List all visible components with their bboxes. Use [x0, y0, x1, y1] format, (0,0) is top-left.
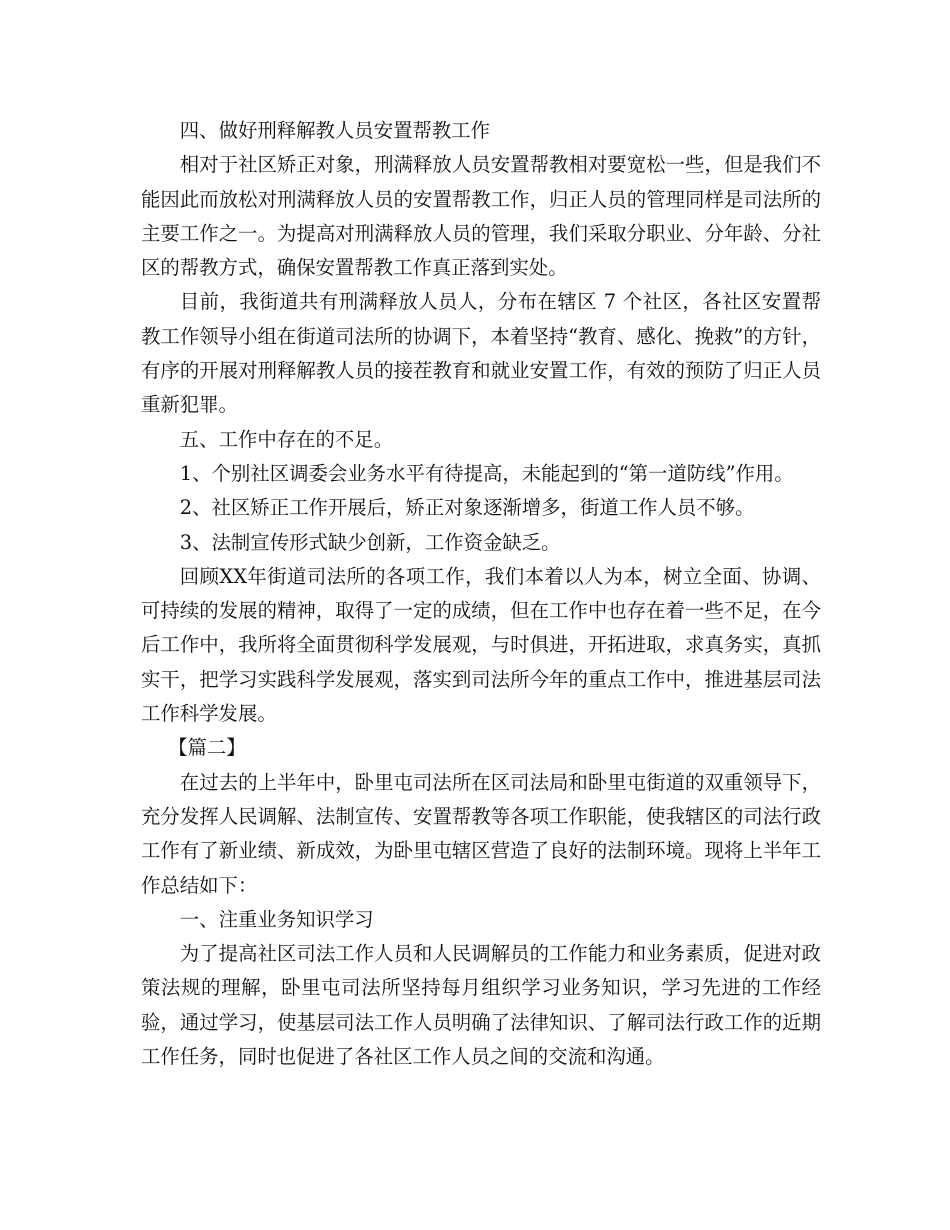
paragraph: 为了提高社区司法工作人员和人民调解员的工作能力和业务素质，促进对政策法规的理解，卧里屯司法所坚持每月组织学习业务知识，学习先进的工作经验，通过学习，使基层司法工作人员明确了法律知识、了解司法行政工作的近期工作任务，同时也促进了各社区工作人员之间的交流和沟通。 — [141, 942, 821, 1069]
list-item: 3、法制宣传形式缺少创新，工作资金缺乏。 — [179, 530, 561, 554]
section-mark: 【篇二】 — [168, 736, 246, 760]
section-heading-5: 五、工作中存在的不足。 — [179, 427, 394, 451]
paragraph: 回顾XX年街道司法所的各项工作，我们本着以人为本，树立全面、协调、可持续的发展的精神，取得了一定的成绩，但在工作中也存在着一些不足，在今后工作中，我所将全面贯彻科学发展观，与时俱进，开拓进取，求真务实，真抓实干，把学习实践科学发展观，落实到司法所今年的重点工作中，推进基层司法工作科学发展。 — [141, 564, 821, 726]
paragraph: 在过去的上半年中，卧里屯司法所在区司法局和卧里屯街道的双重领导下，充分发挥人民调解、法制宣传、安置帮教等各项工作职能，使我辖区的司法行政工作有了新业绩、新成效，为卧里屯辖区营造了良好的法制环境。现将上半年工作总结如下： — [141, 770, 821, 897]
paragraph: 目前，我街道共有刑满释放人员人，分布在辖区 7 个社区，各社区安置帮教工作领导小组在街道司法所的协调下，本着坚持“教育、感化、挽救”的方针，有序的开展对刑释解教人员的接茬教育和就业安置工作，有效的预防了归正人员重新犯罪。 — [141, 290, 821, 417]
list-item: 2、社区矫正工作开展后，矫正对象逐渐增多，街道工作人员不够。 — [179, 496, 755, 520]
list-item: 1、个别社区调委会业务水平有待提高，未能起到的“第一道防线”作用。 — [179, 461, 794, 485]
document-body — [141, 114, 821, 1074]
paragraph: 相对于社区矫正对象，刑满释放人员安置帮教相对要宽松一些，但是我们不能因此而放松对刑满释放人员的安置帮教工作，归正人员的管理同样是司法所的主要工作之一。为提高对刑满释放人员的管理，我们采取分职业、分年龄、分社区的帮教方式，确保安置帮教工作真正落到实处。 — [141, 153, 821, 280]
section-heading-4: 四、做好刑释解教人员安置帮教工作 — [179, 119, 491, 142]
section-heading-1: 一、注重业务知识学习 — [179, 907, 374, 931]
